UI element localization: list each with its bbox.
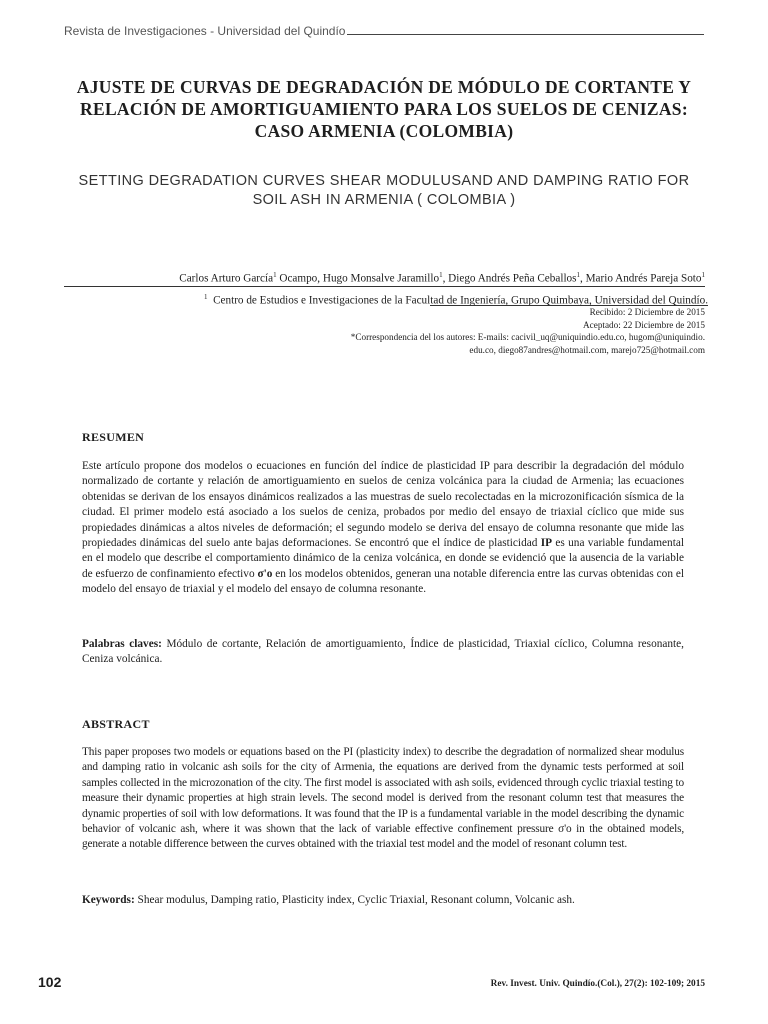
- article-dates: [351, 306, 705, 356]
- keywords-es: [82, 637, 684, 668]
- correspondence-line: *Correspondencia del los autores: E-mails: cacivil_uq@uniquindio.edu.co, hugom@uniquindio.: [350, 332, 705, 342]
- accepted-date: Aceptado: 22 Diciembre de 2015: [583, 319, 705, 330]
- title-english: SETTING DEGRADATION CURVES SHEAR MODULUSAND AND DAMPING RATIO FOR SOIL ASH IN ARMENIA ( COLOMBIA ): [78, 173, 690, 208]
- running-head: [64, 24, 704, 38]
- author-name: Hugo Monsalve Jaramillo: [322, 272, 440, 285]
- affiliation-rule: [64, 286, 705, 287]
- received-date: Recibido: 2 Diciembre de 2015: [589, 307, 705, 317]
- author-affiliation-mark: 1: [701, 271, 705, 279]
- keywords-en: [82, 893, 684, 908]
- abstract-heading: ABSTRACT: [82, 717, 150, 731]
- keywords-es-label: Palabras claves:: [82, 638, 162, 650]
- keywords-en-label: Keywords:: [82, 894, 135, 906]
- journal-name: Revista de Investigaciones - Universidad del Quindío: [64, 24, 346, 38]
- author-name: Diego Andrés Peña Ceballos: [448, 272, 577, 285]
- author-name: Carlos Arturo García: [179, 272, 274, 285]
- resumen-part: es una variable fundamental en el modelo que describe el comportamiento dinámico de la ceniza volcánica, en donde se evidenció que la ausencia de la variable de esfuerzo de confinamiento efectivo: [82, 537, 684, 580]
- author-affiliation-mark: 1: [273, 271, 277, 279]
- author-name-tail: Ocampo: [276, 272, 318, 285]
- correspondence-line: edu.co, diego87andres@hotmail.com, marejo725@hotmail.com: [469, 344, 705, 355]
- author-affiliation-mark: 1: [439, 271, 443, 279]
- abstract-text: This paper proposes two models or equations based on the PI (plasticity index) to describe the degradation of normalized shear modulus and damping ratio in volcanic ash soils for the city of Armenia, the equations are derived from the dynamic tests performed at soil samples collected in the microzonation of the city. The first model is associated with ash soils, evidenced through cyclic triaxial testing to measure their dynamic properties at high strain levels. The second model is derived from the resonant column test that measures the dynamic properties of soil with low deformations. It was found that the IP is a fundamental variable in the model describing the dynamic behavior of volcanic ash, where it was shown that the lack of variable effective confinement pressure σ'o in the obtained models, generate a notable difference between the curves obtained with the triaxial test model and the model of resonant column test.: [82, 746, 684, 851]
- title-spanish: AJUSTE DE CURVAS DE DEGRADACIÓN DE MÓDULO DE CORTANTE Y RELACIÓN DE AMORTIGUAMIENTO PARA LOS SUELOS DE CENIZAS: CASO ARMENIA (COLOMBIA): [76, 77, 692, 141]
- resumen-text: [82, 459, 684, 598]
- citation-footer: Rev. Invest. Univ. Quindío.(Col.), 27(2): 102-109; 2015: [490, 979, 705, 989]
- keywords-es-text: Módulo de cortante, Relación de amortiguamiento, Índice de plasticidad, Triaxial cíclico, Columna resonante, Ceniza volcánica.: [82, 638, 685, 666]
- resumen-heading: RESUMEN: [82, 430, 145, 444]
- affiliation-text: Centro de Estudios e Investigaciones de la Facultad de Ingeniería, Grupo Quimbaya, Universidad del Quindío.: [213, 294, 708, 307]
- author-affiliation-mark: 1: [576, 271, 580, 279]
- keywords-en-text: Shear modulus, Damping ratio, Plasticity index, Cyclic Triaxial, Resonant column, Volcanic ash.: [134, 894, 575, 906]
- affiliation-mark: 1: [203, 293, 208, 301]
- page-number: 102: [38, 974, 62, 990]
- running-head-rule: [347, 34, 704, 35]
- resumen-part: en los modelos obtenidos, generan una notable diferencia entre las curvas obtenidas con el modelo del ensayo de triaxial y el modelo del ensayo de columna resonante.: [82, 567, 684, 596]
- sigma-term: σ'o: [257, 567, 273, 580]
- ip-term: IP: [540, 537, 553, 550]
- author-name: Mario Andrés Pareja Soto: [585, 272, 702, 285]
- author-list: Carlos Arturo García$^1$ Ocampo, Hugo Monsalve Jaramillo$^1$, Diego Andrés Peña Ceballos$^1$, Mario Andrés Pareja Soto$^1$: [179, 271, 705, 285]
- resumen-part: Este artículo propone dos modelos o ecuaciones en función del índice de plasticidad IP para describir la degradación del módulo normalizado de cortante y relación de amortiguamiento en suelos de ceniza volcánica para la ciudad de Armenia; las ecuaciones obtenidas se derivan de los ensayos dinámicos realizados a las muestras de suelo recolectadas en la microzonificación sísmica de la ciudad. El primer modelo está asociado a los suelos de ceniza, probados por medio del ensayo de triaxial cíclico que mide sus propiedades dinámicas a altos niveles de deformación; el segundo modelo se deriva del ensayo de columna resonante que mide las propiedades dinámicas del suelo ante bajas deformaciones. Se encontró que el índice de plasticidad: [82, 460, 684, 550]
